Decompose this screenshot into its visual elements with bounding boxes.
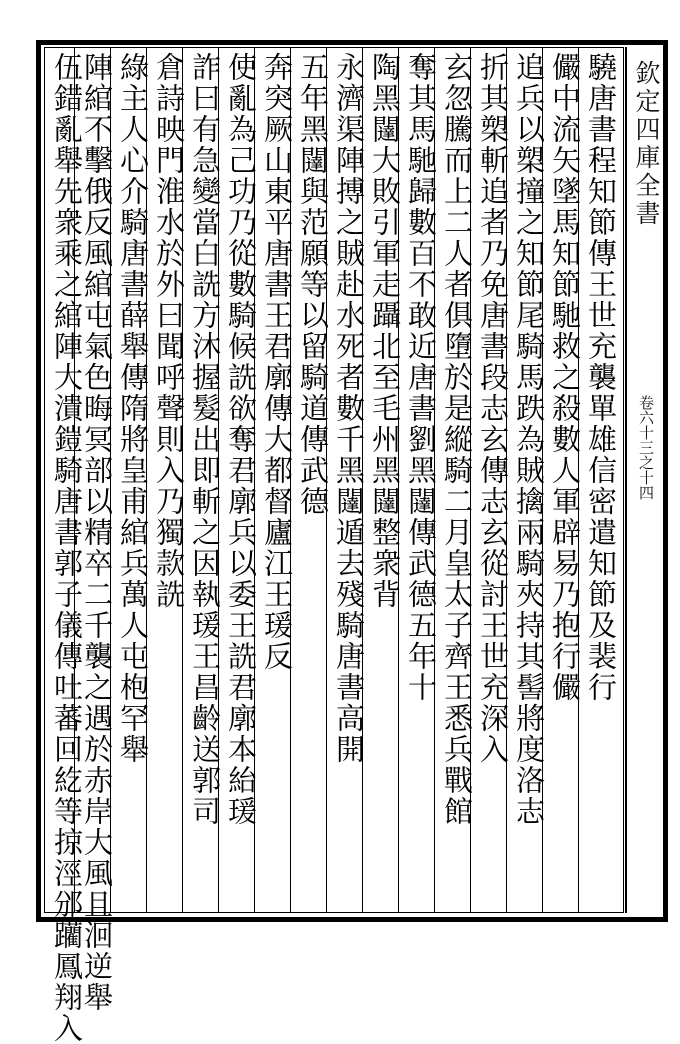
text-column: 折其槊斬追者乃免唐書段志玄傳志玄從討王世充深入 xyxy=(476,52,510,765)
text-column: 使亂為己功乃從數騎候詵欲奪君廓兵以委王詵君廓本紿瑗 xyxy=(224,52,258,827)
text-column: 倉詩映門淮水於外曰聞呼聲則入乃獨款詵 xyxy=(152,52,186,610)
margin-divider xyxy=(625,47,627,913)
text-column: 追兵以槊撞之知節尾騎馬跌為賊擒兩騎夾持其髻將度洛志 xyxy=(512,52,546,827)
text-column: 五年黑闥與范願等以留騎道傳武德 xyxy=(296,52,330,517)
text-column: 陶黑闥大敗引軍走躡北至毛州黑闥整衆背 xyxy=(368,52,402,610)
text-column: 永濟渠陣搏之賊赴水死者數千黑闥遁去殘騎唐書高開 xyxy=(332,52,366,765)
text-column: 伍錯亂舉先衆乘之綰陣大潰鎧騎唐書郭子儀傳吐蕃回紇等掠涇邠躪鳳翔入 xyxy=(50,52,84,1044)
text-column: 綠主人心介騎唐書薛舉傳隋將皇甫綰兵萬人屯枹罕舉 xyxy=(116,52,150,765)
text-column: 詐曰有急變當白詵方沐握髮出即斬之因執瑗王昌齡送郭司 xyxy=(188,52,222,827)
text-column: 奪其馬馳歸數百不敢近唐書劉黑闥傳武德五年十 xyxy=(404,52,438,703)
text-column: 玄忽騰而上二人者俱墮於是縱騎二月皇太子齊王悉兵戰館 xyxy=(440,52,474,827)
text-column: 陣綰不擊俄反風綰屯氣色晦冥部以精卒二千襲之遇於赤岸大風且洄逆舉 xyxy=(80,52,114,1013)
text-column: 儼中流矢墜馬知節馳救之殺數人軍辟易乃抱行儼 xyxy=(548,52,582,703)
text-column: 驍唐書程知節傳王世充襲單雄信密遣知節及裴行 xyxy=(584,52,618,703)
chapter-label: 卷六十三之十四 xyxy=(637,395,655,500)
book-title: 欽定四庫全書 xyxy=(632,60,661,228)
text-column: 奔突厥山東平唐書王君廓傳大都督廬江王瑗反 xyxy=(260,52,294,672)
